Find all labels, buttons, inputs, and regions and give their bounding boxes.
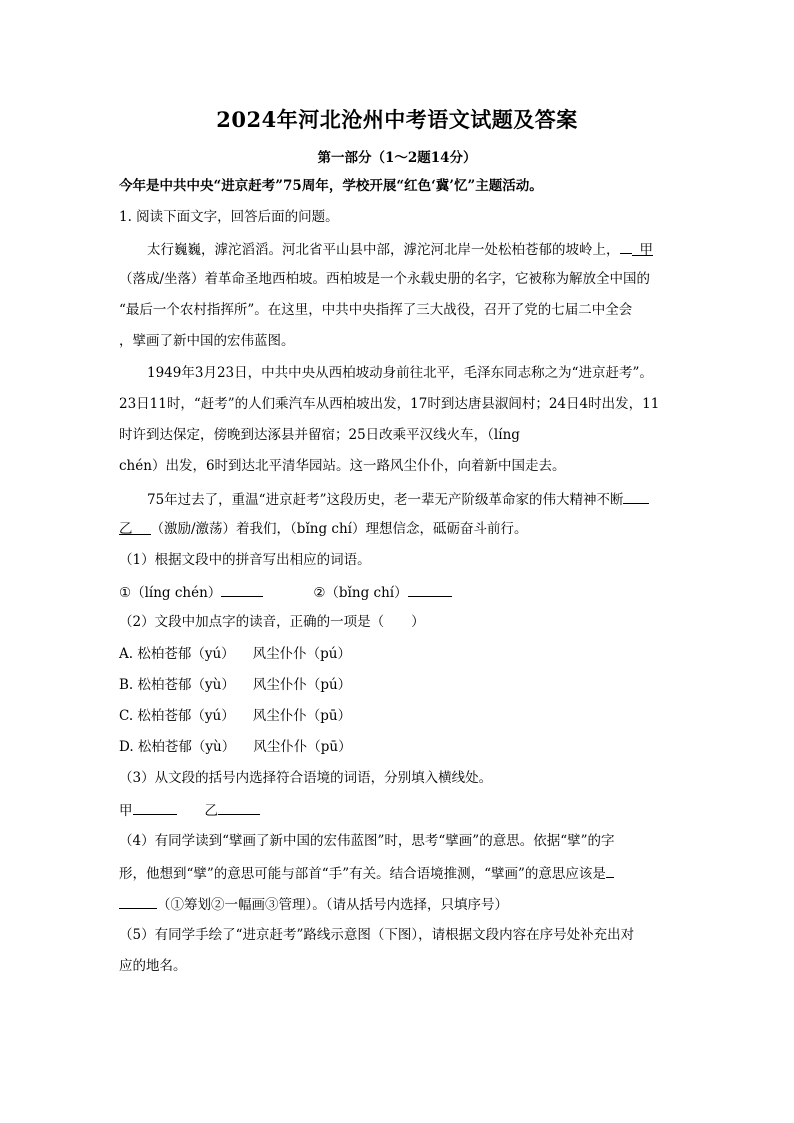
page-title: 2024年河北沧州中考语文试题及答案 <box>216 107 578 132</box>
sub-question-5-line2: 应的地名。 <box>119 958 187 974</box>
option-d[interactable]: D. 松柏苍郁（yù） 风尘仆仆（pū） <box>119 739 352 755</box>
passage-p1-line4: ，擘画了新中国的宏伟蓝图。 <box>119 333 295 349</box>
sub-question-2: （2）文段中加点字的读音，正确的一项是（ ） <box>119 614 425 630</box>
passage-p3-line2: 乙 （激励/激荡）着我们，（bǐng chí）理想信念，砥砺奋斗前行。 <box>119 521 528 537</box>
section-heading: 第一部分（1～2题14分） <box>317 150 477 166</box>
blank-jia: 甲 <box>632 240 654 256</box>
question-1-stem: 1. 阅读下面文字，回答后面的问题。 <box>119 209 339 225</box>
sub-question-3-answers: 甲 乙 <box>119 799 679 821</box>
sub-question-4-line1: （4）有同学读到“擘画了新中国的宏伟蓝图”时，思考“擘画”的意思。依据“擘”的字 <box>119 833 615 849</box>
sub-question-5-line1: （5）有同学手绘了“进京赶考”路线示意图（下图），请根据文段内容在序号处补充出对 <box>119 927 635 943</box>
intro-text: 今年是中共中央“进京赶考”75周年，学校开展“红色‘冀’忆”主题活动。 <box>119 178 543 194</box>
sub-question-1-answers: ①（líng chén） ②（bǐng chí） <box>119 581 679 603</box>
sub-question-4-line3: （①筹划②一幅画③管理）。（请从括号内选择，只填序号） <box>119 893 679 915</box>
blank-yi: 乙 <box>119 519 151 535</box>
sub-question-3: （3）从文段的括号内选择符合语境的词语，分别填入横线处。 <box>119 770 493 786</box>
passage-p2-line4: chén）出发，6时到达北平清华园站。这一路风尘仆仆，向着新中国走去。 <box>119 458 566 474</box>
answer-blank-4[interactable] <box>119 893 157 909</box>
sub-question-4-line2: 形，他想到“擘”的意思可能与部首“手”有关。结合语境推测，“擘画”的意思应该是 <box>119 862 679 884</box>
blank-jia-lead <box>620 238 632 254</box>
answer-blank-4-lead <box>606 862 614 878</box>
passage-p1-line1: 太行巍巍，滹沱滔滔。河北省平山县中部，滹沱河北岸一处松柏苍郁的坡岭上， 甲 <box>147 238 707 260</box>
option-a[interactable]: A. 松柏苍郁（yú） 风尘仆仆（pú） <box>119 646 351 662</box>
option-c[interactable]: C. 松柏苍郁（yú） 风尘仆仆（pū） <box>119 708 352 724</box>
passage-p1-line2: （落成/坐落）着革命圣地西柏坡。西柏坡是一个永载史册的名字，它被称为解放全中国的 <box>119 271 651 287</box>
answer-blank-2[interactable] <box>408 581 452 597</box>
passage-p1-line3: “最后一个农村指挥所”。在这里，中共中央指挥了三大战役，召开了党的七届二中全会 <box>119 302 633 318</box>
answer-blank-yi[interactable] <box>218 799 260 815</box>
answer-blank-1[interactable] <box>221 581 263 597</box>
passage-p3-line1: 75年过去了，重温“进京赶考”这段历史，老一辈无产阶级革命家的伟大精神不断 <box>147 488 707 510</box>
blank-yi-lead <box>623 488 649 504</box>
answer-blank-jia[interactable] <box>133 799 177 815</box>
option-b[interactable]: B. 松柏苍郁（yù） 风尘仆仆（pú） <box>119 677 352 693</box>
passage-p2-line1: 1949年3月23日，中共中央从西柏坡动身前往北平，毛泽东同志称之为“进京赶考”。 <box>147 365 653 381</box>
passage-p2-line3: 时许到达保定，傍晚到达涿县并留宿；25日改乘平汉线火车，（líng <box>119 427 520 443</box>
sub-question-1: （1）根据文段中的拼音写出相应的词语。 <box>119 552 371 568</box>
passage-p2-line2: 23日11时，“赶考”的人们乘汽车从西柏坡出发，17时到达唐县淑闾村；24日4时出发，11 <box>119 396 660 412</box>
